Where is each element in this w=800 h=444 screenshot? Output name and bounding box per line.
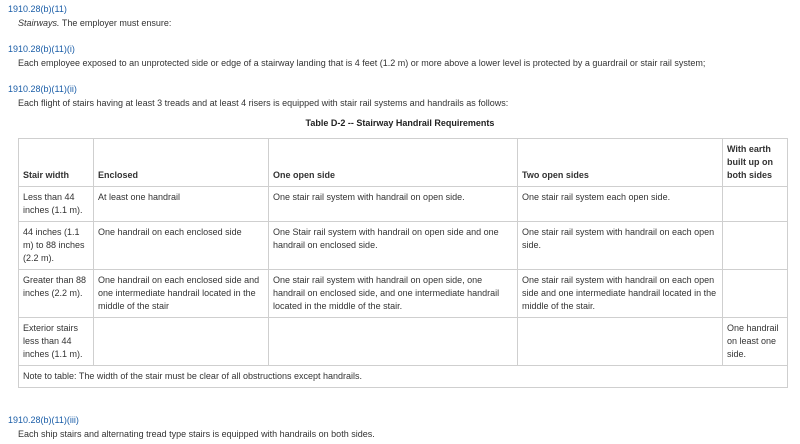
table-cell — [723, 222, 788, 270]
header-two-open-sides: Two open sides — [518, 139, 723, 187]
table-cell: At least one handrail — [94, 187, 269, 222]
table-cell: One stair rail system with handrail on open side, one handrail on enclosed side, and one intermediate handrail located in the middle of the stair. — [269, 270, 518, 318]
table-cell: One stair rail system with handrail on open side. — [269, 187, 518, 222]
section-text-b11 — [18, 18, 171, 28]
table-note: Note to table: The width of the stair must be clear of all obstructions except handrails. — [19, 366, 788, 388]
table-cell — [518, 318, 723, 366]
stairways-italic: Stairways. — [18, 18, 60, 28]
table-header-row — [19, 139, 788, 187]
table-title: Table D-2 -- Stairway Handrail Requirements — [305, 118, 495, 128]
table-cell: Exterior stairs less than 44 inches (1.1 m). — [19, 318, 94, 366]
table-cell: Less than 44 inches (1.1 m). — [19, 187, 94, 222]
header-earth-both-sides: With earth built up on both sides — [723, 139, 788, 187]
table-row — [19, 187, 788, 222]
table-cell: 44 inches (1.1 m) to 88 inches (2.2 m). — [19, 222, 94, 270]
table-cell: One stair rail system with handrail on each open side and one intermediate handrail located in the middle of the stair. — [518, 270, 723, 318]
section-text-b11-ii: Each flight of stairs having at least 3 treads and at least 4 risers is equipped with stair rail systems and handrails as follows: — [18, 98, 509, 108]
table-cell — [723, 270, 788, 318]
section-ref-b11-iii: 1910.28(b)(11)(iii) — [8, 415, 79, 425]
header-one-open-side: One open side — [269, 139, 518, 187]
table-cell: One handrail on each enclosed side — [94, 222, 269, 270]
handrail-requirements-table — [18, 138, 788, 388]
section-ref-b11-i: 1910.28(b)(11)(i) — [8, 44, 75, 54]
section-text-b11-i: Each employee exposed to an unprotected side or edge of a stairway landing that is 4 feet (1.2 m) or more above a lower level is protected by a guardrail or stair rail system; — [18, 58, 706, 68]
table-cell — [723, 187, 788, 222]
table-row — [19, 222, 788, 270]
header-stair-width: Stair width — [19, 139, 94, 187]
table-cell: One Stair rail system with handrail on open side and one handrail on enclosed side. — [269, 222, 518, 270]
table-cell — [269, 318, 518, 366]
table-note-row — [19, 366, 788, 388]
table-row — [19, 318, 788, 366]
table-cell: One handrail on each enclosed side and one intermediate handrail located in the middle of the stair — [94, 270, 269, 318]
table-cell: One stair rail system each open side. — [518, 187, 723, 222]
table-cell: One handrail on least one side. — [723, 318, 788, 366]
table-cell — [94, 318, 269, 366]
section-text-b11-rest: The employer must ensure: — [59, 18, 172, 28]
table-row — [19, 270, 788, 318]
header-enclosed: Enclosed — [94, 139, 269, 187]
table-cell: Greater than 88 inches (2.2 m). — [19, 270, 94, 318]
section-ref-b11: 1910.28(b)(11) — [8, 4, 67, 14]
section-text-b11-iii: Each ship stairs and alternating tread type stairs is equipped with handrails on both sides. — [18, 429, 375, 439]
section-ref-b11-ii: 1910.28(b)(11)(ii) — [8, 84, 77, 94]
table-cell: One stair rail system with handrail on each open side. — [518, 222, 723, 270]
